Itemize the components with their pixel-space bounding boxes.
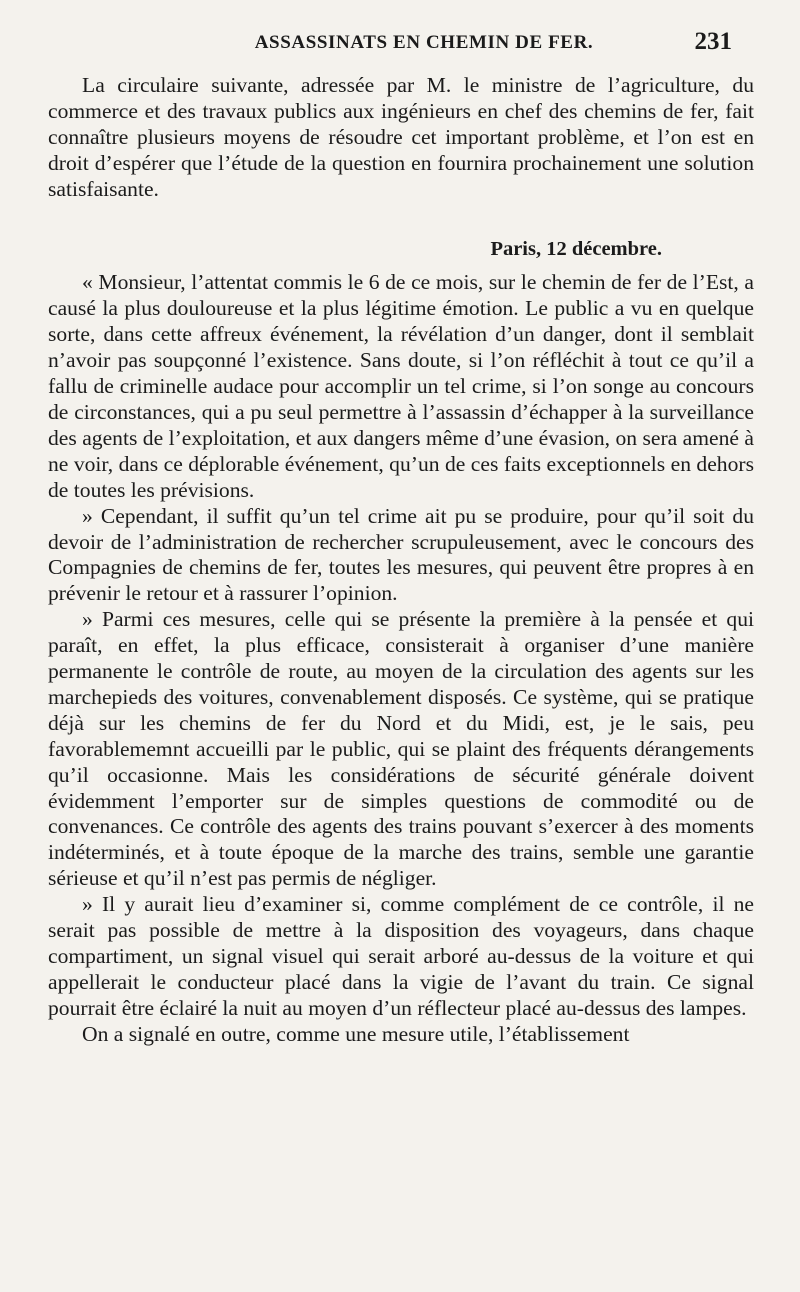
paragraph-cependant: » Cependant, il suffit qu’un tel crime ait pu se produire, pour qu’il soit du devoir de l’administration de rechercher scrupuleusement, avec le concours des Compagnies de chemins de fer, toutes les mesures, qui peuvent être propres à en prévenir le retour et à rassurer l’opinion. [48,503,754,606]
paragraph-intro: La circulaire suivante, adressée par M. le ministre de l’agriculture, du commerce et des travaux publics aux ingénieurs en chef des chemins de fer, fait connaître plusieurs moyens de résoudre cet important problème, et l’on est en droit d’espérer que l’étude de la question en fournira prochainement une solution satisfaisante. [48,73,754,201]
running-title: ASSASSINATS EN CHEMIN DE FER. [254,32,594,53]
paragraph-signal: » Il y aurait lieu d’examiner si, comme complément de ce contrôle, il ne serait pas possible de mettre à la disposition des voyageurs, dans chaque compartiment, un signal visuel qui serait arboré au-dessus de la voiture et qui appellerait le conducteur placé dans la vigie de l’avant du train. Ce signal pourrait être éclairé la nuit au moyen d’un réflecteur placé au-dessus des lampes. [48,892,754,1020]
paragraph-letter-opening: « Monsieur, l’attentat commis le 6 de ce mois, sur le chemin de fer de l’Est, a causé la plus douloureuse et la plus légitime émotion. Le public a vu en quelque sorte, dans cette affreux événement, la révélation d’un danger, dont il semblait n’avoir pas soupçonné l’existence. Sans doute, si l’on réfléchit à tout ce qu’il a fallu de criminelle audace pour accomplir un tel crime, si l’on songe au concours de circonstances, qui a pu seul permettre à l’assassin d’échapper à la surveillance des agents de l’exploitation, et aux dangers même d’une évasion, on sera amené à ne voir, dans ce déplorable événement, qu’un de ces faits exceptionnels en dehors de toutes les prévisions. [48,270,754,502]
page-number: 231 [694,28,732,55]
paragraph-continuation: On a signalé en outre, comme une mesure utile, l’établissement [82,1021,630,1046]
body-text [48,73,754,1048]
running-head [48,28,740,62]
paragraph-mesures: » Parmi ces mesures, celle qui se présente la première à la pensée et qui paraît, en effet, la plus efficace, consisterait à organiser d’une manière permanente le contrôle de route, au moyen de la circulation des agents sur les marchepieds des voitures, convenablement disposés. Ce système, qui se pratique déjà sur les chemins de fer du Nord et du Midi, est, je le sais, peu favorablememnt accueilli par le public, qui se plaint des fréquents dérangements qu’il occasionne. Mais les considérations de sécurité générale doivent évidemment l’emporter sur de simples questions de commodité ou de convenances. Ce contrôle des agents des trains pouvant s’exercer à des moments indéterminés, et à toute époque de la marche des trains, semble une garantie sérieuse et qu’il n’est pas permis de négliger. [48,607,754,891]
dateline: Paris, 12 décembre. [490,237,662,260]
